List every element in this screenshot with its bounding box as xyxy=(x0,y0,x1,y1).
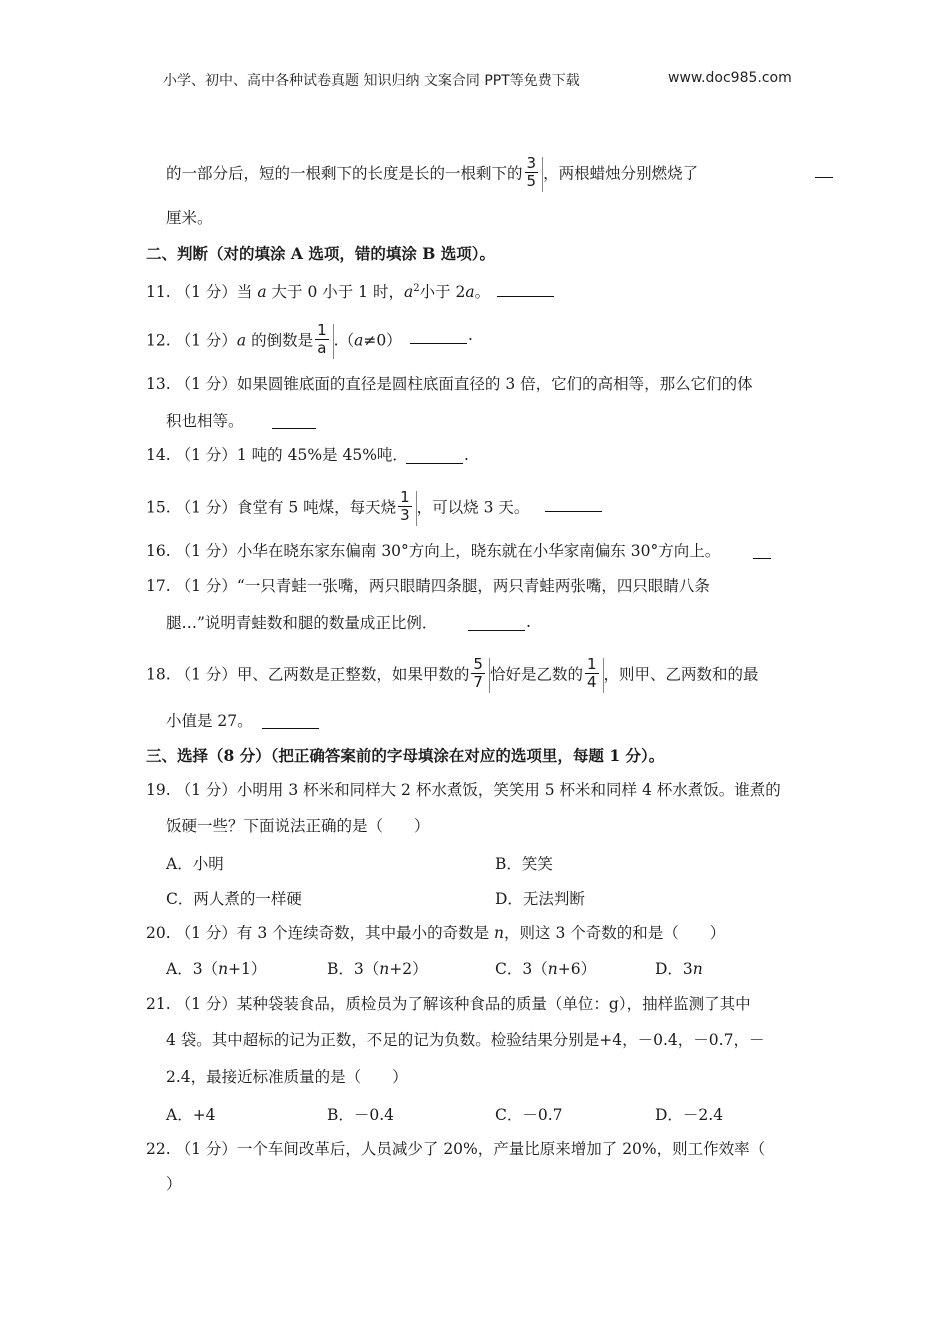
q20-option-c[interactable] xyxy=(495,957,596,979)
q18-fraction-1 xyxy=(469,655,490,693)
q20-a-pre: A．3（ xyxy=(166,960,219,978)
q18-number: 18. xyxy=(146,665,171,684)
q21-option-a[interactable]: A．+4 xyxy=(166,1106,216,1124)
q20-d-pre: D．3 xyxy=(655,960,693,978)
q18-line1 xyxy=(146,655,759,693)
q12-var-a2: a xyxy=(354,331,364,350)
q14 xyxy=(146,444,408,466)
q17-answer-blank[interactable] xyxy=(468,616,525,631)
q20 xyxy=(146,922,725,944)
q18-t2: 恰好是乙数的 xyxy=(489,665,583,684)
q11-var-a: a xyxy=(257,283,267,302)
q13-line2: 积也相等。 xyxy=(166,412,244,430)
section-2-title: 二、判断（对的填涂 A 选项，错的填涂 B 选项）。 xyxy=(146,244,495,263)
q20-c-post: +6） xyxy=(557,960,597,978)
q20-t1: 有 3 个连续奇数，其中最小的奇数是 xyxy=(236,924,490,942)
q14-answer-blank[interactable] xyxy=(406,449,463,464)
q18-f2-den: 4 xyxy=(586,673,597,691)
q11-score: （1 分） xyxy=(175,283,237,302)
q16-number: 16. xyxy=(146,542,171,560)
q17-text1: “一只青蛙一张嘴，两只眼睛四条腿，两只青蛙两张嘴，四只眼睛八条 xyxy=(236,577,710,595)
header-site: www.doc985.com xyxy=(668,70,792,86)
q22-score: （1 分） xyxy=(175,1140,237,1158)
q18-answer-blank[interactable] xyxy=(262,714,319,729)
q11-t1: 当 xyxy=(236,283,253,302)
q20-number: 20. xyxy=(146,924,171,942)
q11 xyxy=(146,278,490,303)
q20-option-a[interactable] xyxy=(166,957,266,979)
q19-text1: 小明用 3 杯米和同样大 2 杯水煮饭，笑笑用 5 杯米和同样 4 杯水煮饭。谁煮的 xyxy=(236,781,781,799)
q21-score: （1 分） xyxy=(175,995,237,1013)
q12-number: 12. xyxy=(146,331,171,350)
q17-score: （1 分） xyxy=(175,577,237,595)
q18-f2-num: 1 xyxy=(586,655,597,673)
q10-text-b: ，两根蜡烛分别燃烧了 xyxy=(543,164,699,183)
q20-option-d[interactable] xyxy=(655,957,703,979)
q21-line2: 4 袋。其中超标的记为正数，不足的记为负数。检验结果分别是+4，－0.4，－0.7，－ xyxy=(166,1031,765,1049)
q12-t2: .（ xyxy=(333,331,355,350)
q19-line2: 饭硬一些？下面说法正确的是（ ） xyxy=(166,817,430,835)
q11-exponent: 2 xyxy=(413,283,420,294)
q10-frac-den: 5 xyxy=(526,172,537,190)
q18-t1: 甲、乙两数是正整数，如果甲数的 xyxy=(236,665,470,684)
q21-option-c[interactable]: C．－0.7 xyxy=(495,1106,563,1124)
q10-fraction xyxy=(523,154,544,192)
q11-answer-blank[interactable] xyxy=(497,282,554,297)
q19-option-d[interactable]: D．无法判断 xyxy=(495,890,585,908)
q18-score: （1 分） xyxy=(175,665,237,684)
q15-score: （1 分） xyxy=(175,498,237,517)
q12-var-a: a xyxy=(236,331,247,350)
q10-line2: 厘米。 xyxy=(166,209,213,227)
q12-answer-blank[interactable] xyxy=(410,329,467,344)
q16-score: （1 分） xyxy=(175,542,237,560)
q20-d-var: n xyxy=(692,960,703,978)
q13-score: （1 分） xyxy=(175,375,237,393)
q21-option-d[interactable]: D．－2.4 xyxy=(655,1106,724,1124)
q20-b-pre: B．3（ xyxy=(327,960,380,978)
q21-number: 21. xyxy=(146,995,171,1013)
q20-t2: ，则这 3 个奇数的和是（ ） xyxy=(504,924,726,942)
section-3-title: 三、选择（8 分）（把正确答案前的字母填涂在对应的选项里，每题 1 分）。 xyxy=(146,746,665,765)
q15-fraction xyxy=(396,488,417,526)
q12-end: . xyxy=(468,326,473,344)
q18-line2: 小值是 27。 xyxy=(166,712,253,730)
q11-var-a2: a xyxy=(403,283,414,302)
q15-t2: ，可以烧 3 天。 xyxy=(416,498,530,517)
q20-c-pre: C．3（ xyxy=(495,960,548,978)
q19-number: 19. xyxy=(146,781,171,799)
q14-score: （1 分） xyxy=(175,446,237,464)
q10-line1 xyxy=(166,154,699,192)
q15-frac-num: 1 xyxy=(400,488,410,506)
q15 xyxy=(146,488,530,526)
q16 xyxy=(146,540,720,562)
q12-fraction xyxy=(313,321,334,359)
q14-number: 14. xyxy=(146,446,171,464)
q19-line1 xyxy=(146,779,781,801)
q18-fraction-2 xyxy=(583,655,604,693)
q14-text: 1 吨的 45%是 45%吨． xyxy=(236,446,408,464)
q21-option-b[interactable]: B．－0.4 xyxy=(327,1106,395,1124)
q20-var-n: n xyxy=(494,924,505,942)
header-banner: 小学、初中、高中各种试卷真题 知识归纳 文案合同 PPT等免费下载 xyxy=(163,73,580,89)
q22-number: 22. xyxy=(146,1140,171,1158)
q11-t2: 大于 0 小于 1 时， xyxy=(271,283,404,302)
q22-line2: ） xyxy=(166,1175,182,1193)
q21-line1 xyxy=(146,993,751,1015)
q21-text1: 某种袋装食品，质检员为了解该种食品的质量（单位：g），抽样监测了其中 xyxy=(236,995,751,1013)
q17-line2: 腿…”说明青蛙数和腿的数量成正比例． xyxy=(166,614,438,632)
q15-number: 15. xyxy=(146,498,171,517)
q21-line3: 2.4，最接近标准质量的是（ ） xyxy=(166,1068,408,1086)
q15-frac-den: 3 xyxy=(400,506,410,524)
q10-answer-blank[interactable] xyxy=(815,163,833,178)
q12-frac-den: a xyxy=(317,339,327,357)
q19-option-b[interactable]: B．笑笑 xyxy=(495,855,553,873)
q20-score: （1 分） xyxy=(175,924,237,942)
q18-f1-num: 5 xyxy=(473,655,483,673)
q18-f1-den: 7 xyxy=(473,673,483,691)
q10-frac-num: 3 xyxy=(526,154,537,172)
q17-line1 xyxy=(146,575,710,597)
q22-line1 xyxy=(146,1138,765,1160)
q11-t3: 小于 2 xyxy=(419,283,466,302)
q11-number: 11. xyxy=(146,283,171,302)
q10-text-a: 的一部分后，短的一根剩下的长度是长的一根剩下的 xyxy=(166,164,523,183)
q19-score: （1 分） xyxy=(175,781,237,799)
q17-number: 17. xyxy=(146,577,171,595)
q15-t1: 食堂有 5 吨煤，每天烧 xyxy=(236,498,397,517)
q11-var-a3: a xyxy=(465,283,475,302)
q20-c-var: n xyxy=(547,960,558,978)
q19-option-c[interactable]: C．两人煮的一样硬 xyxy=(166,890,302,908)
q16-text: 小华在晓东家东偏南 30°方向上，晓东就在小华家南偏东 30°方向上。 xyxy=(236,542,721,560)
q12-score: （1 分） xyxy=(175,331,237,350)
q12-t3: ≠0） xyxy=(363,331,402,350)
q15-answer-blank[interactable] xyxy=(545,497,602,512)
q12-frac-num: 1 xyxy=(317,321,327,339)
q12-t1: 的倒数是 xyxy=(251,331,314,350)
q14-end: . xyxy=(464,446,469,464)
q20-a-var: n xyxy=(218,960,229,978)
q20-a-post: +1） xyxy=(228,960,267,978)
q13-text1: 如果圆锥底面的直径是圆柱底面直径的 3 倍，它们的高相等，那么它们的体 xyxy=(236,375,753,393)
q13-line1 xyxy=(146,373,753,395)
q16-answer-blank[interactable] xyxy=(753,544,771,559)
q19-option-a[interactable]: A．小明 xyxy=(166,855,224,873)
q20-b-var: n xyxy=(379,960,390,978)
q13-number: 13. xyxy=(146,375,171,393)
q13-answer-blank[interactable] xyxy=(272,414,316,429)
q18-t3: ，则甲、乙两数和的最 xyxy=(603,665,759,684)
q22-text1: 一个车间改革后，人员减少了 20%，产量比原来增加了 20%，则工作效率（ xyxy=(236,1140,766,1158)
q20-option-b[interactable] xyxy=(327,957,428,979)
q12 xyxy=(146,321,402,359)
q17-end: . xyxy=(526,613,531,631)
q11-end: 。 xyxy=(474,283,491,302)
q20-b-post: +2） xyxy=(389,960,428,978)
